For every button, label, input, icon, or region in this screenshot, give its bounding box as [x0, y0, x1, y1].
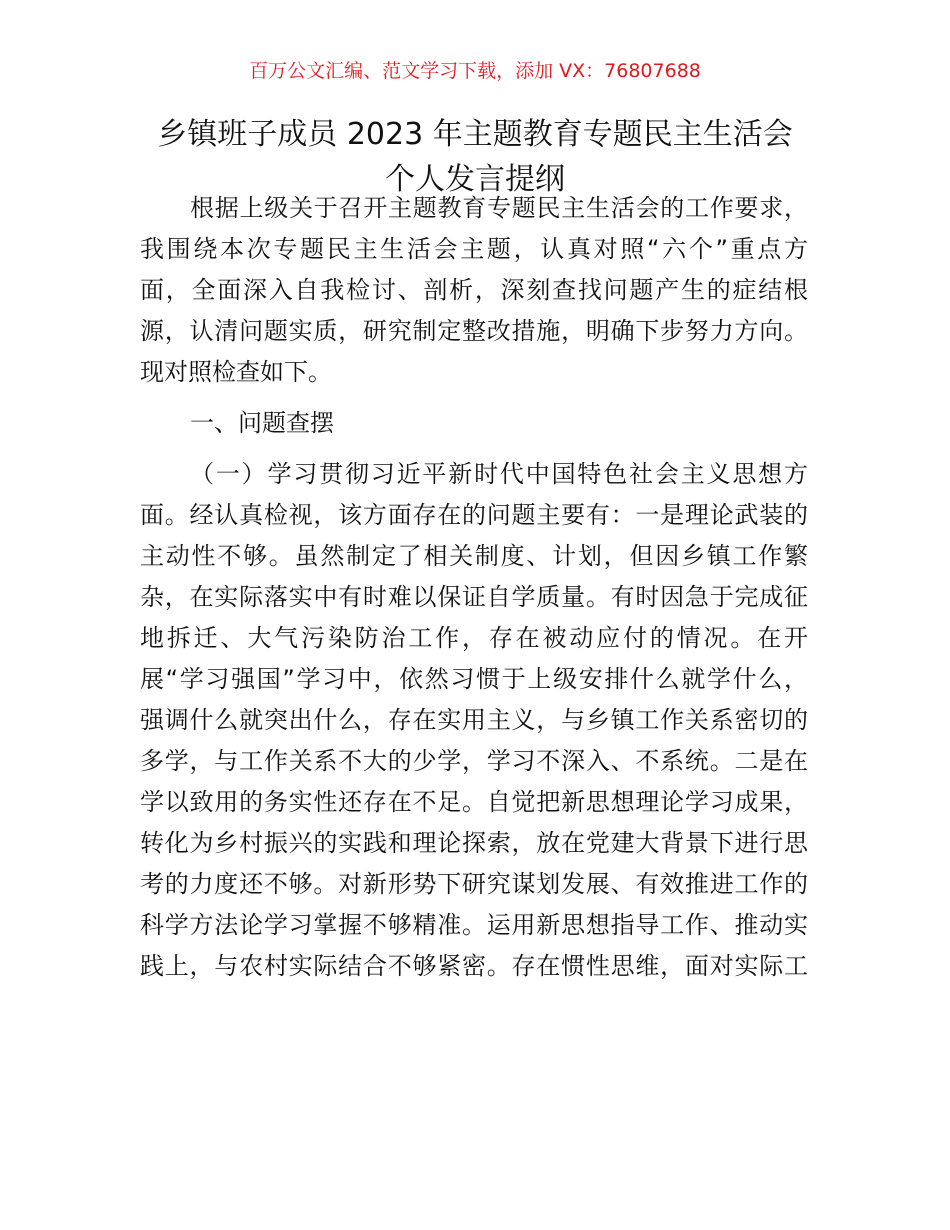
- text-line: 践上，与农村实际结合不够紧密。存在惯性思维，面对实际工: [140, 952, 808, 980]
- watermark-header: 百万公文汇编、范文学习下载，添加 VX：76807688: [249, 60, 701, 82]
- text-line: 我围绕本次专题民主生活会主题，认真对照“六个”重点方: [140, 235, 808, 263]
- text-line: 展“学习强国”学习中，依然习惯于上级安排什么就学什么，: [140, 665, 808, 693]
- section-heading: [140, 403, 808, 444]
- paragraph: [140, 188, 808, 393]
- text-line: 源，认清问题实质，研究制定整改措施，明确下步努力方向。: [140, 317, 808, 345]
- text-line: 强调什么就突出什么，存在实用主义，与乡镇工作关系密切的: [140, 706, 808, 734]
- text-line: 转化为乡村振兴的实践和理论探索，放在党建大背景下进行思: [140, 829, 808, 857]
- text-line: 现对照检查如下。: [140, 358, 332, 386]
- spacer: [140, 444, 808, 454]
- title-line-2: 个人发言提纲: [385, 162, 565, 197]
- text-line: 考的力度还不够。对新形势下研究谋划发展、有效推进工作的: [140, 870, 808, 898]
- text-line: 一、问题查摆: [190, 409, 334, 437]
- text-line: （一）学习贯彻习近平新时代中国特色社会主义思想方: [190, 460, 808, 488]
- text-line: 学以致用的务实性还存在不足。自觉把新思想理论学习成果，: [140, 788, 808, 816]
- spacer: [140, 393, 808, 403]
- text-line: 科学方法论学习掌握不够精准。运用新思想指导工作、推动实: [140, 911, 808, 939]
- paragraph: [140, 454, 808, 987]
- text-line: 主动性不够。虽然制定了相关制度、计划，但因乡镇工作繁: [140, 542, 808, 570]
- title-line-1: 乡镇班子成员 2023 年主题教育专题民主生活会: [157, 117, 793, 152]
- text-line: 根据上级关于召开主题教育专题民主生活会的工作要求，: [190, 194, 808, 222]
- text-line: 杂，在实际落实中有时难以保证自学质量。有时因急于完成征: [140, 583, 808, 611]
- text-line: 多学，与工作关系不大的少学，学习不深入、不系统。二是在: [140, 747, 808, 775]
- text-line: 地拆迁、大气污染防治工作，存在被动应付的情况。在开: [140, 624, 808, 652]
- text-line: 面。经认真检视，该方面存在的问题主要有：一是理论武装的: [140, 501, 808, 529]
- text-line: 面，全面深入自我检讨、剖析，深刻查找问题产生的症结根: [140, 276, 808, 304]
- document-body: [140, 188, 808, 987]
